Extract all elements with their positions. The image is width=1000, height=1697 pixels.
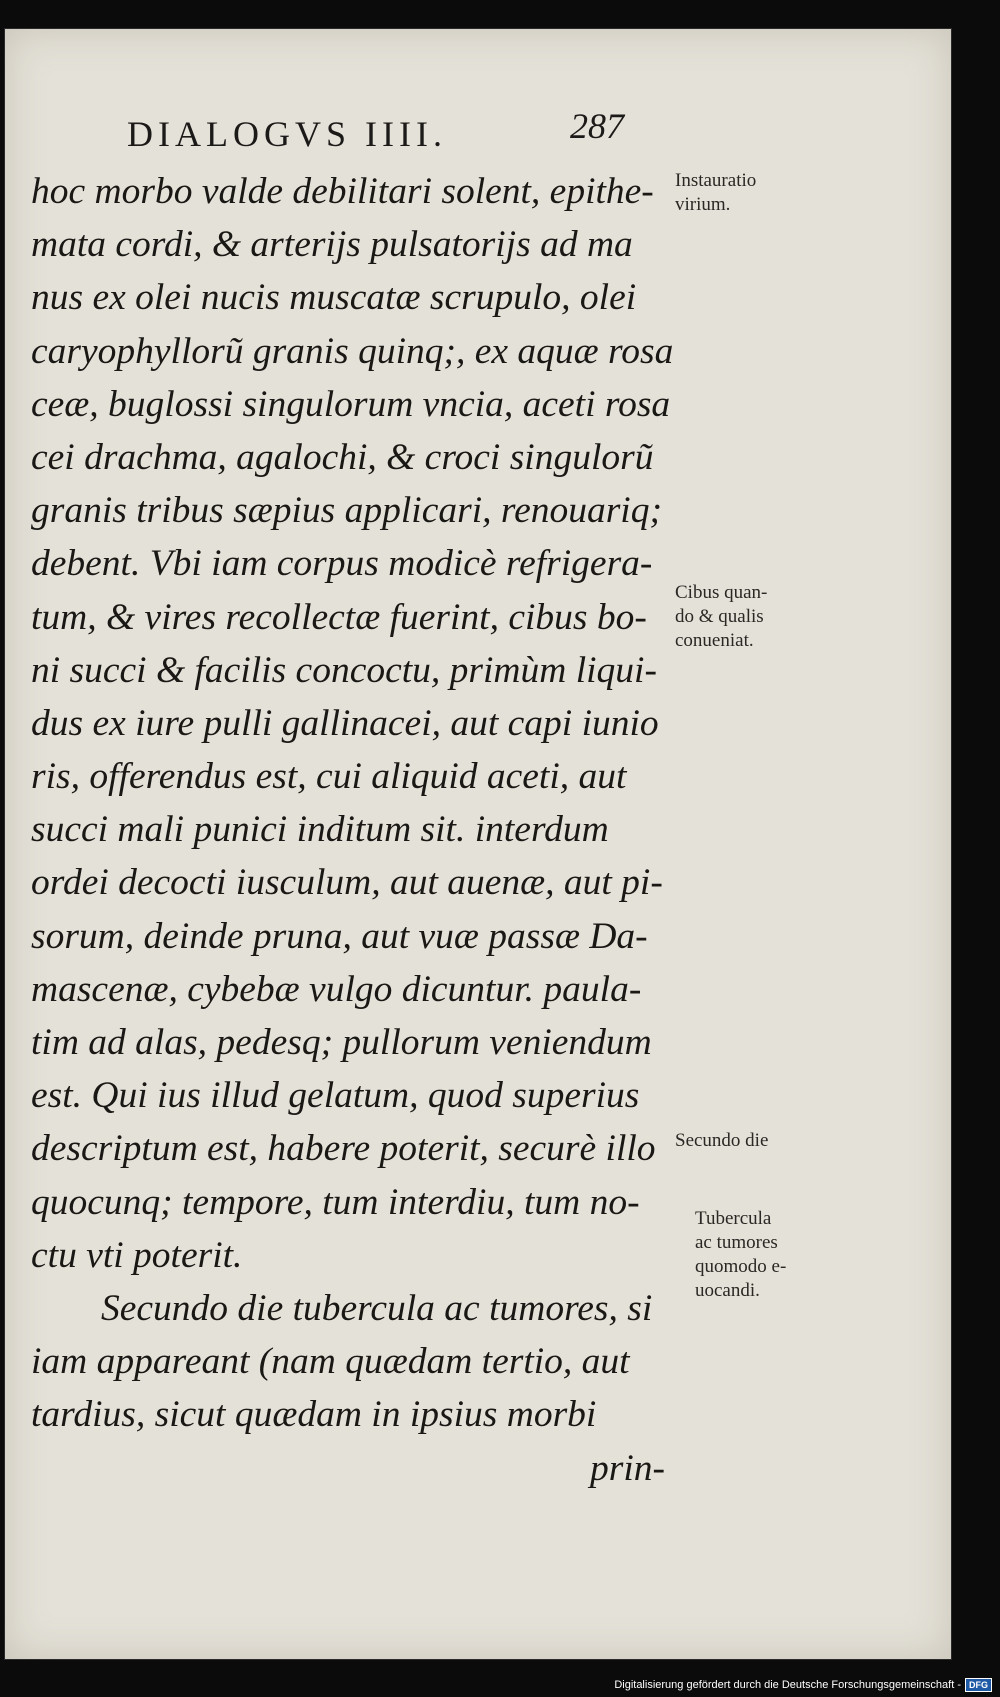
note-line: Tubercula bbox=[695, 1208, 772, 1229]
marginal-note-secundo bbox=[675, 1129, 835, 1153]
book-page bbox=[4, 28, 952, 1660]
note-line: conueniat. bbox=[675, 630, 754, 651]
catchword: prin- bbox=[590, 1447, 665, 1489]
text-line: descriptum est, habere poterit, securè illo bbox=[31, 1128, 656, 1170]
text-line: tum, & vires recollectæ fuerint, cibus bo- bbox=[31, 596, 647, 638]
text-line: ctu vti poterit. bbox=[31, 1234, 243, 1276]
paragraph-start-line: Secundo die tubercula ac tumores, si bbox=[101, 1287, 653, 1329]
running-head: DIALOGVS IIII. bbox=[127, 114, 447, 154]
note-line: Instauratio bbox=[675, 170, 757, 191]
marginal-note-virium bbox=[675, 169, 835, 217]
note-line: ac tumores bbox=[695, 1232, 778, 1253]
text-line: mascenæ, cybebæ vulgo dicuntur. paula- bbox=[31, 968, 642, 1010]
text-line: iam appareant (nam quædam tertio, aut bbox=[31, 1341, 630, 1383]
marginal-note-cibus bbox=[675, 581, 835, 653]
text-line: ris, offerendus est, cui aliquid aceti, aut bbox=[31, 756, 627, 798]
text-line: dus ex iure pulli gallinacei, aut capi iunio bbox=[31, 702, 659, 744]
text-line: ceæ, buglossi singulorum vncia, aceti rosa bbox=[31, 383, 671, 425]
note-line: Secundo die bbox=[675, 1130, 769, 1151]
text-line: granis tribus sæpius applicari, renouariq; bbox=[31, 490, 662, 532]
digitization-credit bbox=[614, 1678, 992, 1692]
note-line: uocandi. bbox=[695, 1280, 760, 1301]
text-line: mata cordi, & arterijs pulsatorijs ad ma bbox=[31, 224, 633, 266]
credit-text: Digitalisierung gefördert durch die Deutsche Forschungsgemeinschaft - bbox=[614, 1679, 961, 1691]
text-line: tardius, sicut quædam in ipsius morbi bbox=[31, 1394, 597, 1436]
text-line: tim ad alas, pedesq; pullorum veniendum bbox=[31, 1022, 652, 1063]
marginal-note-tubercula bbox=[675, 1207, 855, 1303]
note-line: quomodo e- bbox=[695, 1256, 787, 1277]
note-line: virium. bbox=[675, 194, 731, 215]
text-line: nus ex olei nucis muscatæ scrupulo, olei bbox=[31, 277, 637, 319]
text-line: succi mali punici inditum sit. interdum bbox=[31, 809, 609, 851]
text-line: cei drachma, agalochi, & croci singulorũ bbox=[31, 436, 654, 478]
text-line: sorum, deinde pruna, aut vuæ passæ Da- bbox=[31, 915, 648, 957]
text-line: debent. Vbi iam corpus modicè refrigera- bbox=[31, 543, 653, 585]
note-line: Cibus quan- bbox=[675, 582, 768, 603]
text-line: hoc morbo valde debilitari solent, epithe- bbox=[31, 171, 654, 212]
text-line: ni succi & facilis concoctu, primùm liqui- bbox=[31, 649, 657, 691]
dfg-logo-icon: DFG bbox=[965, 1678, 992, 1692]
note-line: do & qualis bbox=[675, 606, 764, 627]
text-line: ordei decocti iusculum, aut auenæ, aut pi- bbox=[31, 862, 663, 904]
body-text bbox=[31, 165, 674, 1495]
page-number: 287 bbox=[570, 106, 624, 146]
text-line: caryophyllorũ granis quinq;, ex aquæ rosa bbox=[31, 330, 674, 372]
text-line: est. Qui ius illud gelatum, quod superius bbox=[31, 1075, 640, 1117]
text-line: quocunq; tempore, tum interdiu, tum no- bbox=[31, 1181, 640, 1223]
